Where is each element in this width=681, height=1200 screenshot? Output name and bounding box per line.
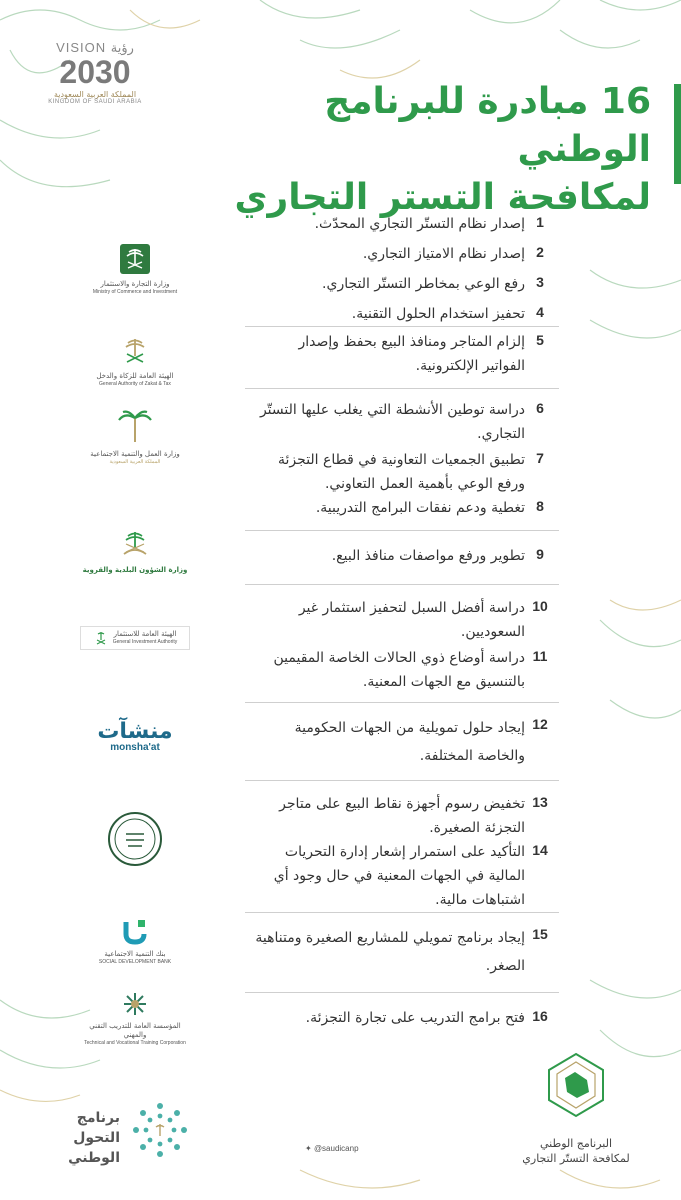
- divider: [245, 702, 559, 703]
- handle-text: @saudicanp: [313, 1144, 359, 1153]
- tvtc-logo-icon: [121, 990, 149, 1018]
- logo-name-ar: الهيئة العامة للاستثمار: [113, 630, 177, 638]
- monshaat-logo-icon: منشآت: [97, 719, 173, 744]
- divider: [245, 530, 559, 531]
- item-number: 5: [536, 332, 544, 348]
- list-item: [255, 242, 555, 266]
- item-text: تخفيض رسوم أجهزة نقاط البيع على متاجر التجزئة الصغيرة.: [279, 796, 525, 836]
- logo-name-ar: وزارة التجارة والاستثمار: [100, 280, 170, 288]
- item-number: 8: [536, 498, 544, 514]
- twitter-icon: ✦: [305, 1144, 312, 1153]
- palm-swords-icon: [93, 630, 109, 646]
- logo-name-ar: الهيئة العامة للزكاة والدخل: [96, 372, 174, 380]
- item-number: 7: [536, 450, 544, 466]
- logo-social-development-bank: [80, 916, 190, 966]
- list-item: [255, 924, 555, 980]
- palm-swords-icon: [118, 334, 152, 368]
- divider: [245, 388, 559, 389]
- item-number: 13: [532, 794, 548, 810]
- list-item: [255, 792, 555, 840]
- vision-2030-logo: [40, 40, 150, 120]
- divider: [245, 912, 559, 913]
- logo-ministry-labor: [80, 408, 190, 466]
- logo-name-ar: بنك التنمية الاجتماعية: [104, 950, 166, 958]
- item-text: إصدار نظام الامتياز التجاري.: [362, 246, 525, 262]
- vision-country-en: KINGDOM OF SAUDI ARABIA: [48, 99, 142, 105]
- item-text: فتح برامج التدريب على تجارة التجزئة.: [305, 1010, 525, 1026]
- logo-monshaat: [80, 720, 190, 751]
- item-number: 6: [536, 400, 544, 416]
- twitter-handle[interactable]: [305, 1144, 359, 1153]
- sama-seal-icon: [106, 810, 164, 868]
- program-name: [511, 1136, 641, 1166]
- program-name-line-2: لمكافحة التستّر التجاري: [522, 1152, 630, 1165]
- logo-name-en: Ministry of Commerce and Investment: [92, 289, 178, 295]
- item-text: رفع الوعي بمخاطر التستّر التجاري.: [322, 276, 525, 292]
- list-item: [255, 840, 555, 912]
- logo-name-en: monsha'at: [110, 742, 160, 753]
- list-item: [255, 448, 555, 496]
- list-item: [255, 398, 555, 446]
- logo-name-en: General Investment Authority: [112, 639, 178, 645]
- sdb-logo-icon: [120, 916, 150, 946]
- item-number: 15: [532, 926, 548, 942]
- title-line-2: لمكافحة التستر التجاري: [234, 177, 651, 218]
- item-text: إلزام المتاجر ومنافذ البيع بحفظ وإصدار الفواتير الإلكترونية.: [298, 334, 525, 374]
- item-text: دراسة أفضل السبل لتحفيز استثمار غير السعوديين.: [298, 600, 525, 640]
- title-line-1: 16 مبادرة للبرنامج الوطني: [324, 81, 651, 170]
- item-number: 3: [536, 274, 544, 290]
- list-item: [255, 330, 555, 378]
- list-item: [255, 646, 555, 694]
- item-number: 2: [536, 244, 544, 260]
- item-number: 14: [532, 842, 548, 858]
- program-map-icon: [541, 1050, 611, 1120]
- divider: [245, 780, 559, 781]
- logo-tvtc: [80, 990, 190, 1047]
- ntp-emblem-icon: [130, 1100, 190, 1160]
- item-number: 4: [536, 304, 544, 320]
- list-item: [255, 596, 555, 644]
- palm-swords-icon: [118, 242, 152, 276]
- national-transformation-logo: [40, 1100, 190, 1166]
- list-item: [255, 1006, 555, 1030]
- logo-sama: [80, 810, 190, 872]
- palm-swords-icon: [116, 526, 154, 562]
- page-title: [181, 78, 651, 222]
- logo-name-ar: وزارة العمل والتنمية الاجتماعية: [90, 450, 180, 458]
- title-accent-bar: [674, 84, 681, 184]
- list-item: [255, 714, 555, 770]
- item-number: 9: [536, 546, 544, 562]
- divider: [245, 584, 559, 585]
- logo-investment-authority: [80, 626, 190, 650]
- logo-name-en: Technical and Vocational Training Corporation: [84, 1040, 186, 1046]
- item-number: 1: [536, 214, 544, 230]
- logo-zakat-authority: [80, 334, 190, 388]
- list-item: [255, 496, 555, 520]
- logo-name-en: SOCIAL DEVELOPMENT BANK: [98, 959, 172, 965]
- palm-icon: [115, 408, 155, 446]
- item-text: دراسة أوضاع ذوي الحالات الخاصة المقيمين بالتنسيق مع الجهات المعنية.: [273, 650, 525, 690]
- program-name-line-1: البرنامج الوطني: [539, 1137, 613, 1150]
- list-item: [255, 302, 555, 326]
- item-text: تطبيق الجمعيات التعاونية في قطاع التجزئة ورفع الوعي بأهمية العمل التعاوني.: [278, 452, 525, 492]
- item-text: تغطية ودعم نفقات البرامج التدريبية.: [315, 500, 525, 516]
- logo-ministry-commerce: [80, 242, 190, 296]
- item-number: 16: [532, 1008, 548, 1024]
- divider: [245, 326, 559, 327]
- item-text: إصدار نظام التستّر التجاري المحدّث.: [314, 216, 525, 232]
- item-text: تطوير ورفع مواصفات منافذ البيع.: [331, 548, 525, 564]
- national-transformation-text: برنامج التحول الوطني: [68, 1110, 120, 1166]
- list-item: [255, 272, 555, 296]
- vision-label: VISION رؤية: [56, 40, 134, 55]
- vision-country-ar: المملكة العربية السعودية: [53, 90, 137, 99]
- item-number: 12: [532, 716, 548, 732]
- list-item: [255, 212, 555, 236]
- logo-ministry-municipal: [80, 526, 190, 575]
- divider: [245, 992, 559, 993]
- item-text: دراسة توطين الأنشطة التي يغلب عليها التستّر التجاري.: [259, 402, 525, 442]
- logo-name-sub: المملكة العربية السعودية: [109, 459, 161, 465]
- item-number: 10: [532, 598, 548, 614]
- item-number: 11: [532, 648, 548, 664]
- logo-name-ar: المؤسسة العامة للتدريب التقني والمهني: [89, 1022, 181, 1039]
- list-item: [255, 544, 555, 568]
- item-text: تحفيز استخدام الحلول التقنية.: [351, 306, 525, 322]
- vision-year: 2030: [59, 54, 131, 90]
- item-text: إيجاد حلول تمويلية من الجهات الحكومية والخاصة المختلفة.: [294, 720, 525, 764]
- logo-name-ar: وزارة الشؤون البلدية والقروية: [82, 566, 188, 574]
- logo-name-en: General Authority of Zakat & Tax: [99, 381, 171, 387]
- item-text: التأكيد على استمرار إشعار إدارة التحريات المالية في الجهات المعنية في حال وجود أي اشتباهات مالية.: [273, 844, 525, 908]
- item-text: إيجاد برنامج تمويلي للمشاريع الصغيرة ومتناهية الصغر.: [255, 930, 525, 974]
- program-logo: [511, 1050, 641, 1166]
